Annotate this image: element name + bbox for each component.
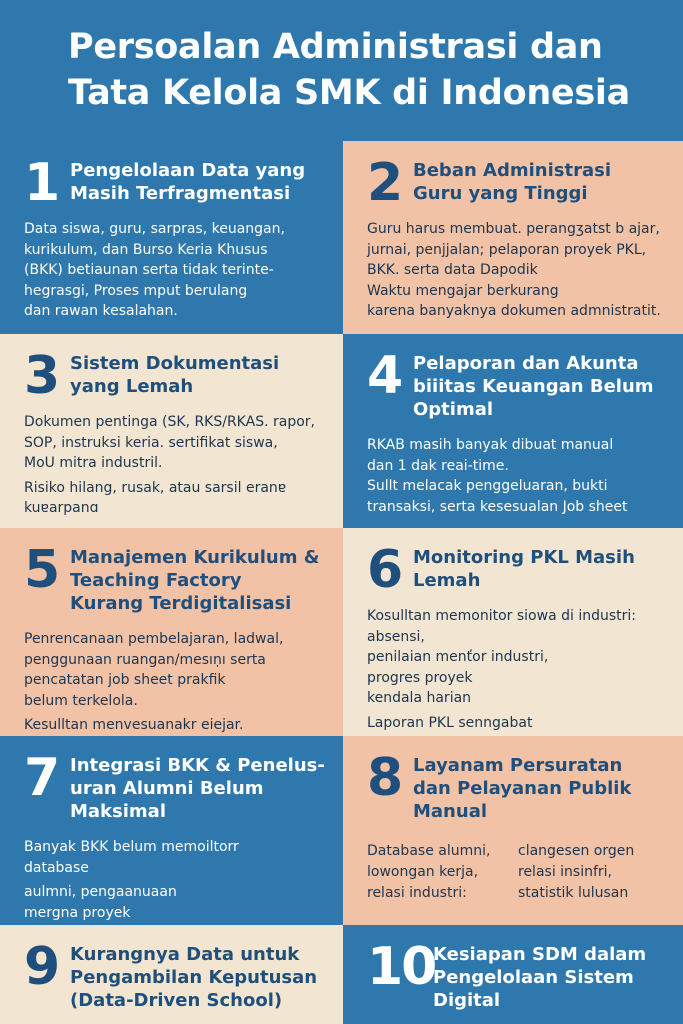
title-line-2: Tata Kelola SMK di Indonesia [68,73,630,113]
issue-body-column-right [518,841,669,904]
issue-body-line: Penrencanaan pembelajaran, ladwal, [24,631,284,647]
issue-number: 7 [24,748,59,808]
issue-title-line: Sistem Dokumentasi [70,353,280,374]
issue-body-line: kuɐarpanɑ [24,500,99,516]
issue-card-6 [343,528,683,736]
issue-body-line: progres proyek [367,669,473,686]
issue-body-line: Banyak BKK belum memoiltorr [24,839,239,855]
issue-body-line: Database alumni, [367,843,491,859]
issue-number: 2 [367,153,402,213]
issue-body-line: pencatatan job sheet prakfik [24,672,226,688]
issue-title [70,754,329,823]
issue-card-9 [0,925,343,1024]
issue-title [413,352,669,421]
issue-card-4 [343,334,683,528]
issue-body-line: RKAB masih banyak dibuat manual [367,437,614,453]
issue-title-line: Layanam Persuratan [413,755,623,776]
issue-number: 6 [367,540,402,600]
issue-card-10 [343,925,683,1024]
issue-title-line: Manajemen Kurikulum & [70,547,320,568]
issue-title-line: Manual [413,801,488,822]
issue-body-line: penilaian menťor industri, [367,649,549,665]
issue-body-line: Data siswa, guru, sarpras, keuangan, [24,221,285,237]
issue-title-line: uran Alumni Belum [70,778,264,799]
issue-body-column-left [367,841,518,904]
issue-card-8 [343,736,683,925]
issue-card-1 [0,141,343,334]
issue-number: 9 [24,937,59,997]
issue-title [433,943,669,1012]
issue-body-line: Waktu mengajar berkurang [367,282,559,299]
issue-number: 8 [367,748,402,808]
issue-body-line: MoU mitra industril. [24,455,163,471]
title-line-1: Persoalan Administrasi dan [68,27,603,67]
issue-body-line: relasi insinfri, [518,864,613,880]
issue-title-line: Pengelolaan Data yang [70,160,306,181]
issue-body-line: belum terkelola. [24,692,138,709]
issue-body-line: absensi, [367,628,425,645]
issue-title-line: Kurang Terdigitalisasi [70,593,292,614]
issue-title-line: Beban Administrasi [413,160,611,181]
issue-title-line: Maksimal [70,801,166,822]
issue-body-line: BKK. serta data Dapodik [367,262,538,278]
issue-title [70,546,329,615]
issue-body [24,412,329,519]
issue-body [24,629,329,736]
issue-body-line: aulmni, pengaanuaan [24,884,177,900]
issue-title [413,754,669,823]
issue-body-line: database [24,859,89,876]
issue-body-line: statistik lulusan [518,885,629,901]
issue-grid [0,141,683,1024]
issue-title-line: Guru yang Tinggi [413,183,588,204]
issue-body-line: kendala harian [367,690,472,706]
issue-body-line: (BKK) betiaunan serta tidak terinte- [24,262,274,278]
issue-number: 5 [24,540,59,600]
issue-body-line: lowongan kerja, [367,864,479,880]
issue-body-line: jurnai, penjjalan; pelaporan proyek PKL, [367,241,647,258]
issue-body-line: karena banyaknya dokumen admnistratit. [367,303,661,319]
issue-title [70,352,329,398]
header [0,0,683,141]
issue-card-7 [0,736,343,925]
issue-body-line: Risiko hilang, rusak, atau sarsil eranɐ [24,479,287,496]
issue-title-line: Lemah [413,570,481,591]
issue-body-line: penggunaan ruangan/mesıṇı serta [24,651,266,668]
issue-body-line: dan rawan kesalahan. [24,303,178,319]
issue-title-line: Pengelolaan Sistem [433,967,634,988]
issue-title [413,159,669,205]
issue-title-line: Teaching Factory [70,570,242,591]
issue-body [367,606,669,733]
issue-number: 10 [367,937,436,997]
issue-body-columns [367,841,669,904]
issue-body-line: mergna proyek [24,904,131,921]
issue-body-line: Laporan PKL senngabat [367,714,533,731]
issue-body [24,219,329,322]
issue-title-line: dan Pelayanan Publik [413,778,632,799]
issue-title-line: Digital [433,990,501,1011]
issue-body-line: Dokumen pentinga (SK, RKS/RKAS. rapor, [24,414,315,430]
issue-body-line: clangesen orgen [518,843,635,859]
issue-title-line: Integrasi BKK & Penelus- [70,755,325,776]
issue-number: 1 [24,153,59,213]
issue-body-line: Sullt melacak penggeluaran, bukti [367,478,608,494]
issue-title-line: yang Lemah [70,376,194,397]
issue-title-line: Pelaporan dan Akunta [413,353,639,374]
issue-body-line: Kesulltan menvesuanakr eiejar. [24,717,244,733]
issue-title-line: biiitas Keuangan Belum [413,376,654,397]
issue-body-line: Guru harus membuat. perangʒatst b ajar, [367,221,660,237]
issue-body [24,837,329,923]
issue-title-line: (Data-Driven School) [70,990,283,1011]
issue-body [367,219,669,322]
issue-title [70,943,329,1012]
issue-title [70,159,329,205]
issue-title-line: Optimal [413,399,494,420]
issue-card-5 [0,528,343,736]
issue-title-line: Kesiapan SDM dalam [433,944,647,965]
issue-body-line: Kosulltan memonitor siowa di industri: [367,608,636,624]
page-title [68,24,683,116]
issue-title [413,546,669,592]
issue-number: 4 [367,346,402,406]
issue-title-line: Masih Terfragmentasi [70,183,291,204]
issue-card-2 [343,141,683,334]
issue-body-line: transaksi, serta kesesualan Job sheet [367,498,628,515]
issue-body-line: relasi industri: [367,885,467,901]
issue-title-line: Kurangnya Data untuk [70,944,300,965]
issue-card-3 [0,334,343,528]
issue-number: 3 [24,346,59,406]
issue-body-line: kurikulum, dan Burso Keria Khusus [24,241,268,258]
issue-body-line: SOP, instruksi keria. sertifikat siswa, [24,434,278,451]
issue-title-line: Monitoring PKL Masih [413,547,635,568]
issue-body [367,435,669,517]
issue-title-line: Pengambilan Keputusan [70,967,318,988]
issue-body-line: dan 1 dak reai-time. [367,457,509,474]
issue-body-line: hegrasgi, Proses mput berulang [24,282,248,299]
